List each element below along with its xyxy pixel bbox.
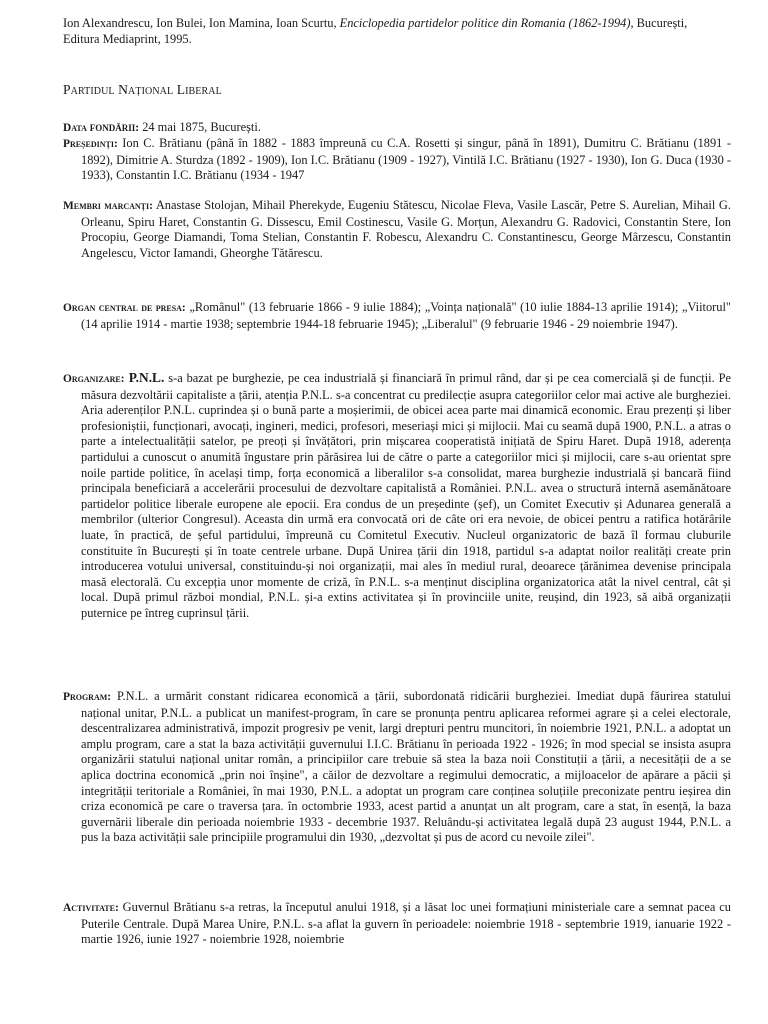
activity-text: Guvernul Brătianu s-a retras, la începutul anului 1918, și a lăsat loc unei formațiuni ministeriale care a semnat pacea cu Puterile Centrale. După Marea Unire, P.N.L. s-a aflat la guvern în perioadele: noiembrie 1918 - septembrie 1919, ianuarie 1922 - martie 1926, iunie 1927 - noiembrie 1928, noiembrie: [81, 900, 731, 947]
organization-lead: P.N.L.: [124, 370, 165, 385]
citation-publisher: , București, Editura Mediaprint, 1995.: [63, 16, 688, 46]
page-title: Partidul Național Liberal: [63, 82, 222, 97]
program-section: [63, 689, 731, 846]
presidents-section: [63, 136, 731, 184]
activity-label: Activitate:: [63, 902, 119, 914]
founding-date-text: 24 mai 1875, București.: [139, 120, 261, 134]
members-section: [63, 198, 731, 261]
organization-label: Organizare:: [63, 373, 125, 385]
press-section: [63, 300, 731, 332]
founding-date-label-b: fondării: [89, 120, 136, 134]
program-label: Program:: [63, 691, 112, 703]
citation-authors: Ion Alexandrescu, Ion Bulei, Ion Mamina, Ioan Scurtu,: [63, 16, 340, 30]
organization-section: [63, 370, 731, 622]
members-label: Membri marcanți:: [63, 200, 153, 212]
founding-date-label-a: Data: [63, 122, 90, 134]
press-text: „Românul" (13 februarie 1866 - 9 iulie 1884); „Voința națională" (10 iulie 1884-13 aprilie 1914); „Viitorul" (14 aprilie 1914 - martie 1938; septembrie 1944-18 februarie 1945); „Liberalul" (9 februarie 1946 - 29 noiembrie 1947).: [81, 300, 731, 331]
founding-date-label-c: :: [135, 122, 140, 134]
press-label: Organ central de presa:: [63, 302, 186, 314]
activity-section: [63, 900, 731, 948]
citation: [63, 16, 713, 47]
presidents-text: Ion C. Brătianu (până în 1882 - 1883 împreună cu C.A. Rosetti și singur, până în 1891), Dumitru C. Brătianu (1891 - 1892), Dimitrie A. Sturdza (1892 - 1909), Ion I.C. Brătianu (1909 - 1927), Vintilă I.C. Brătianu (1927 - 1930), Ion G. Duca (1930 - 1933), Constantin I.C. Brătianu (1934 - 1947: [81, 136, 731, 183]
founding-date: [63, 120, 713, 137]
presidents-label: Președinți:: [63, 138, 118, 150]
program-text: P.N.L. a urmărit constant ridicarea economică a țării, subordonată ridicării burgheziei. Imediat după făurirea statului național unitar, P.N.L. a publicat un manifest-program, în care se pronunța pentru aplicarea reformei agrare și a celei electorale, descentralizarea administrativă, impozit progresiv pe venit, largi drepturi pentru muncitori, în noiembrie 1921, P.N.L. a adoptat un amplu program, care a stat la baza activității guvernului I.I.C. Brătianu în perioada 1922 - 1926; în mod special se insista asupra organizării statului național unitar român, a principiilor care trebuie să stea la baza noii Constituții a țării, a necesității de a se aplica doctrina economică „prin noi înșine", a căilor de dezvoltare a regimului democratic, a mijloacelor de apărare a păcii și integrității teritoriale a României, în mai 1930, P.N.L. a adoptat un program care conținea soluțiile preconizate pentru ieșirea din criza economică pe care o traversa țara. în octombrie 1933, acest partid a anunțat un alt program, care a stat, în esență, la baza guvernării liberale din perioada noiembrie 1933 - decembrie 1937. Reluându-și activitatea legală după 23 august 1944, P.N.L. a pus la baza activității sale principiile programului din 1930, „dezvoltat și pus de acord cu nevoile zilei".: [81, 689, 731, 845]
citation-work: Enciclopedia partidelor politice din Romania (1862-1994): [339, 16, 631, 30]
members-text: Anastase Stolojan, Mihail Pherekyde, Eugeniu Stătescu, Nicolae Fleva, Vasile Lascăr, Petre S. Aurelian, Mihail G. Orleanu, Spiru Haret, Constantin G. Dissescu, Emil Costinescu, Vasile G. Morțun, Alexandru G. Radovici, Constantin Stere, Ion Procopiu, George Diamandi, Toma Stelian, Constantin F. Robescu, Alexandru C. Constantinescu, George Mârzescu, Constantin Angelescu, Victor Iamandi, Gheorghe Tătărescu.: [81, 198, 731, 260]
organization-text: s-a bazat pe burghezie, pe cea industrială și financiară în primul rând, dar și pe cea comercială și de funcții. Pe măsura dezvoltării capitaliste a țării, atenția P.N.L. s-a concentrat cu predilecție asupra categoriilor celor mai active ale burgheziei. Aria aderenților P.N.L. cuprindea și o bună parte a moșierimii, de obicei acea parte mai dinamică economic. Erau prezenți și liber profesioniștii, funcționari, avocați, ingineri, medici, profesori, meseriași mici și mijlocii. Mai cu seamă după 1900, P.N.L. a atras o parte a intelectualității satelor, pe preoți și învățători, prin mișcarea cooperatistă inițiată de Spiru Haret. După 1918, aderența partidului a cunoscut o anumită îngustare prin părăsirea lui de către o parte a categoriilor mici și mijlocii, care s-au orientat spre noile partide politice, în același timp, forța economică a liberalilor s-a consolidat, marea burghezie industrială și bancară fiind principala beneficiară a accelerării procesului de dezvoltare capitalistă a României. P.N.L. avea o structură internă asemănătoare partidelor politice liberale europene ale epocii. Era condus de un președinte (șef), un Comitet Executiv și Adunarea generală a membrilor (ulterior Congresul). Aceasta din urmă era convocată ori de câte ori era nevoie, de obicei pentru a ratifica hotărârile luate, în practică, de șeful partidului, împreună cu Comitetul Executiv. Nucleul organizatoric de bază îl formau cluburile constituite în București și în toate centrele urbane. După Unirea țării din 1918, partidul s-a adaptat noilor realități create prin introducerea votului universal, constituindu-și noi organizații, mai ales în mediul rural, deoarece țărănimea devenise principala masă electorală. Cu excepția unor momente de criză, în P.N.L. s-a menținut disciplina organizatorica atât la nivel central, cât și local. După primul război mondial, P.N.L. și-a extins activitatea și în provinciile unite, reușind, din 1923, să aibă organizații puternice pe întreg cuprinsul țării.: [81, 371, 731, 620]
